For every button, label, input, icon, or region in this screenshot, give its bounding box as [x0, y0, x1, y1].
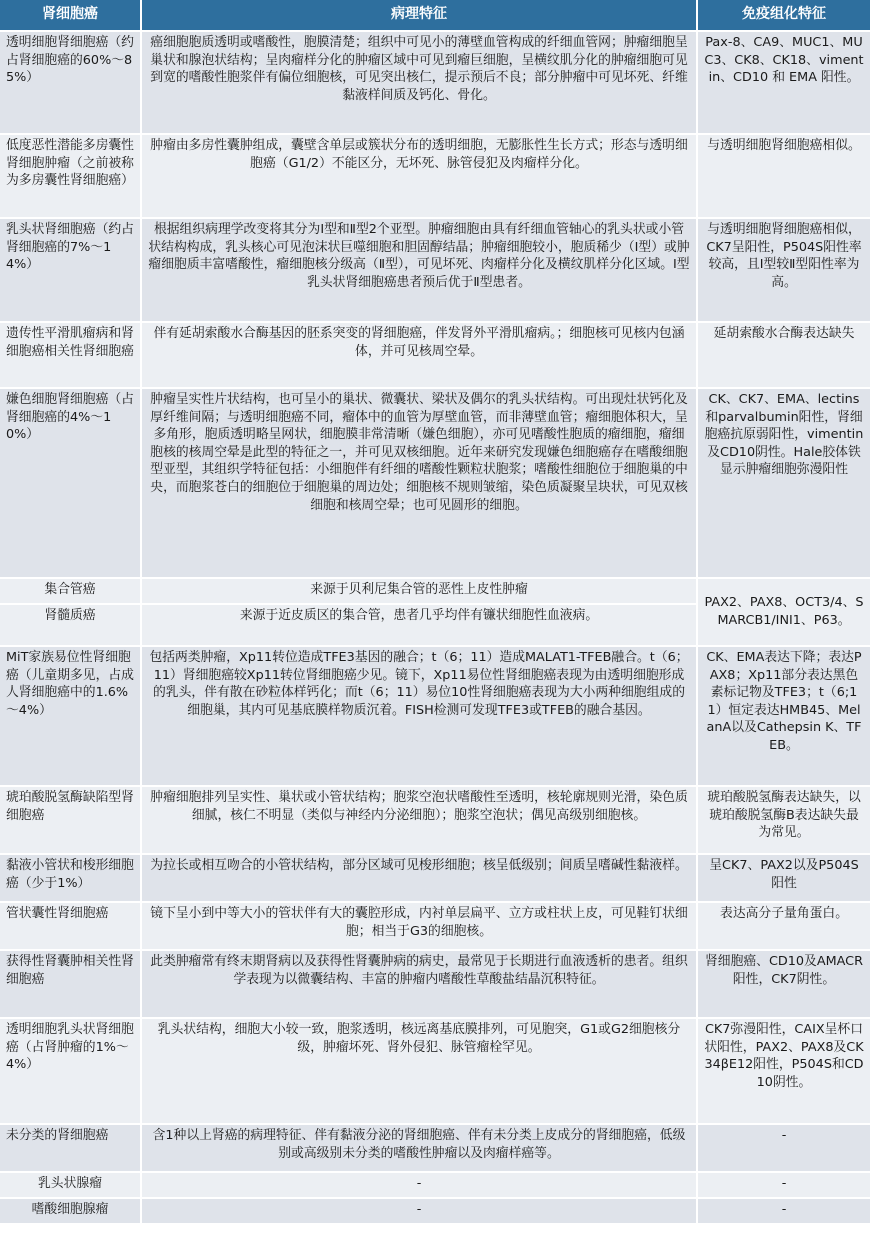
table-row	[0, 1018, 871, 1124]
row-pathology: 包括两类肿瘤，Xp11转位造成TFE3基因的融合；t（6；11）造成MALAT1-TFEB融合。t（6；11）肾细胞癌较Xp11转位肾细胞癌少见。镜下，Xp11易位性肾细胞癌表现为由透明细胞形成的乳头，伴有散在砂粒体样钙化；而t（6；11）易位10性肾细胞癌表现为大小两种细胞组成的细胞巢，其内可见基底膜样物质沉着。FISH检测可发现TFE3或TFEB的融合基因。	[141, 646, 697, 786]
row-pathology: 肿瘤呈实性片状结构，也可呈小的巢状、微囊状、梁状及偶尔的乳头状结构。可出现灶状钙化及厚纤维间隔；与透明细胞癌不同，瘤体中的血管为厚壁血管，而非薄壁血管；瘤细胞体积大，呈多角形，胞质透明略呈网状，细胞膜非常清晰（嫌色细胞），亦可见嗜酸性胞质的瘤细胞，瘤细胞核的核周空晕是此型的特征之一，并可见双核细胞。近年来研究发现嫌色细胞癌存在嗜酸细胞型亚型，其组织学特征包括：小细胞伴有纤细的嗜酸性颗粒状胞浆；嗜酸性细胞位于细胞巢的中央，而胞浆苍白的细胞位于细胞巢的周边处；细胞核不规则皱缩，染色质凝聚呈块状，可见双核细胞和核周空晕；也可见圆形的细胞。	[141, 388, 697, 578]
row-pathology: 为拉长或相互吻合的小管状结构，部分区域可见梭形细胞；核呈低级别；间质呈嗜碱性黏液样。	[141, 854, 697, 902]
row-pathology: 乳头状结构，细胞大小较一致，胞浆透明，核远离基底膜排列，可见胞突，G1或G2细胞核分级，肿瘤坏死、肾外侵犯、脉管瘤栓罕见。	[141, 1018, 697, 1124]
row-ihc: Pax-8、CA9、MUC1、MUC3、CK8、CK18、vimentin、CD10 和 EMA 阳性。	[697, 31, 871, 134]
table-row	[0, 1124, 871, 1172]
row-ihc: 与透明细胞肾细胞癌相似，CK7呈阳性，P504S阳性率较高，且Ⅰ型较Ⅱ型阳性率为高。	[697, 218, 871, 322]
row-type: 嗜酸细胞腺瘤	[0, 1198, 141, 1224]
row-type: 乳头状肾细胞癌（约占肾细胞癌的7%～14%）	[0, 218, 141, 322]
row-type: 透明细胞乳头状肾细胞癌（占肾肿瘤的1%～4%）	[0, 1018, 141, 1124]
table-row	[0, 1172, 871, 1198]
header-pathology: 病理特征	[141, 0, 697, 31]
row-pathology: 伴有延胡索酸水合酶基因的胚系突变的肾细胞癌，伴发肾外平滑肌瘤病。；细胞核可见核内包涵体，并可见核周空晕。	[141, 322, 697, 388]
row-pathology: 此类肿瘤常有终末期肾病以及获得性肾囊肿病的病史，最常见于长期进行血液透析的患者。组织学表现为以微囊结构、丰富的肿瘤内嗜酸性草酸盐结晶沉积特征。	[141, 950, 697, 1018]
table-row	[0, 322, 871, 388]
row-ihc: CK、EMA表达下降；表达PAX8；Xp11部分表达黑色素标记物及TFE3；t（6;11）恒定表达HMB45、MelanA以及Cathepsin K、TFEB。	[697, 646, 871, 786]
row-type: 遗传性平滑肌瘤病和肾细胞癌相关性肾细胞癌	[0, 322, 141, 388]
table-row	[0, 646, 871, 786]
header-row	[0, 0, 871, 31]
row-ihc: -	[697, 1124, 871, 1172]
table-row	[0, 950, 871, 1018]
row-type: 黏液小管状和梭形细胞癌（少于1%）	[0, 854, 141, 902]
row-type: 乳头状腺瘤	[0, 1172, 141, 1198]
header-ihc: 免疫组化特征	[697, 0, 871, 31]
row-type: MiT家族易位性肾细胞癌（儿童期多见，占成人肾细胞癌中的1.6%～4%）	[0, 646, 141, 786]
row-type: 管状囊性肾细胞癌	[0, 902, 141, 950]
header-type: 肾细胞癌	[0, 0, 141, 31]
table-row	[0, 1198, 871, 1224]
row-ihc: -	[697, 1172, 871, 1198]
row-ihc: CK、CK7、EMA、lectins和parvalbumin阳性，肾细胞癌抗原弱阳性，vimentin及CD10阴性。Hale胶体铁显示肿瘤细胞弥漫阳性	[697, 388, 871, 578]
row-ihc: -	[697, 1198, 871, 1224]
row-ihc: 呈CK7、PAX2以及P504S阳性	[697, 854, 871, 902]
row-ihc: 表达高分子量角蛋白。	[697, 902, 871, 950]
row-pathology: -	[141, 1172, 697, 1198]
table-row	[0, 218, 871, 322]
row-ihc: 琥珀酸脱氢酶表达缺失，以琥珀酸脱氢酶B表达缺失最为常见。	[697, 786, 871, 854]
row-type: 琥珀酸脱氢酶缺陷型肾细胞癌	[0, 786, 141, 854]
row-pathology: 肿瘤细胞排列呈实性、巢状或小管状结构；胞浆空泡状嗜酸性至透明，核轮廓规则光滑，染色质细腻，核仁不明显（类似与神经内分泌细胞）；胞浆空泡状；偶见高级别细胞核。	[141, 786, 697, 854]
row-ihc: 与透明细胞肾细胞癌相似。	[697, 134, 871, 218]
row-pathology: 根据组织病理学改变将其分为Ⅰ型和Ⅱ型2个亚型。肿瘤细胞由具有纤细血管轴心的乳头状或小管状结构构成，乳头核心可见泡沫状巨噬细胞和胆固醇结晶；肿瘤细胞较小，胞质稀少（Ⅰ型）或肿瘤细胞质丰富嗜酸性，瘤细胞核分级高（Ⅱ型），可见坏死、肉瘤样分化及横纹肌样分化区域。Ⅰ型乳头状肾细胞癌患者预后优于Ⅱ型患者。	[141, 218, 697, 322]
row-pathology: 肿瘤由多房性囊肿组成，囊壁含单层或簇状分布的透明细胞，无膨胀性生长方式；形态与透明细胞癌（G1/2）不能区分，无坏死、脉管侵犯及肉瘤样分化。	[141, 134, 697, 218]
row-pathology: -	[141, 1198, 697, 1224]
row-pathology: 癌细胞胞质透明或嗜酸性，胞膜清楚；组织中可见小的薄壁血管构成的纤细血管网；肿瘤细胞呈巢状和腺泡状结构；呈肉瘤样分化的肿瘤区域中可见到瘤巨细胞，呈横纹肌分化的肿瘤细胞可见到宽的嗜酸性胞浆伴有偏位细胞核，可见突出核仁，提示预后不良；部分肿瘤中可见坏死、纤维黏液样间质及钙化、骨化。	[141, 31, 697, 134]
row-pathology: 来源于贝利尼集合管的恶性上皮性肿瘤	[141, 578, 697, 604]
row-type: 未分类的肾细胞癌	[0, 1124, 141, 1172]
table-row	[0, 31, 871, 134]
row-pathology: 镜下呈小到中等大小的管状伴有大的囊腔形成，内衬单层扁平、立方或柱状上皮，可见鞋钉状细胞；相当于G3的细胞核。	[141, 902, 697, 950]
row-ihc: PAX2、PAX8、OCT3/4、SMARCB1/INI1、P63。	[697, 578, 871, 646]
row-pathology: 含1种以上肾癌的病理特征、伴有黏液分泌的肾细胞癌、伴有未分类上皮成分的肾细胞癌，低级别或高级别未分类的嗜酸性肿瘤以及肉瘤样癌等。	[141, 1124, 697, 1172]
row-type: 嫌色细胞肾细胞癌（占肾细胞癌的4%～10%）	[0, 388, 141, 578]
table-row	[0, 134, 871, 218]
table-row	[0, 902, 871, 950]
table-row	[0, 854, 871, 902]
row-pathology: 来源于近皮质区的集合管，患者几乎均伴有镰状细胞性血液病。	[141, 604, 697, 646]
row-ihc: 延胡索酸水合酶表达缺失	[697, 322, 871, 388]
row-ihc: 肾细胞癌、CD10及AMACR阳性，CK7阴性。	[697, 950, 871, 1018]
row-type: 集合管癌	[0, 578, 141, 604]
row-type: 低度恶性潜能多房囊性肾细胞肿瘤（之前被称为多房囊性肾细胞癌）	[0, 134, 141, 218]
row-ihc: CK7弥漫阳性，CAIX呈杯口状阳性，PAX2、PAX8及CK34βE12阳性，P504S和CD10阴性。	[697, 1018, 871, 1124]
table-row	[0, 786, 871, 854]
row-type: 透明细胞肾细胞癌（约占肾细胞癌的60%～85%）	[0, 31, 141, 134]
row-type: 肾髓质癌	[0, 604, 141, 646]
row-type: 获得性肾囊肿相关性肾细胞癌	[0, 950, 141, 1018]
table-row	[0, 578, 871, 604]
table-row	[0, 388, 871, 578]
